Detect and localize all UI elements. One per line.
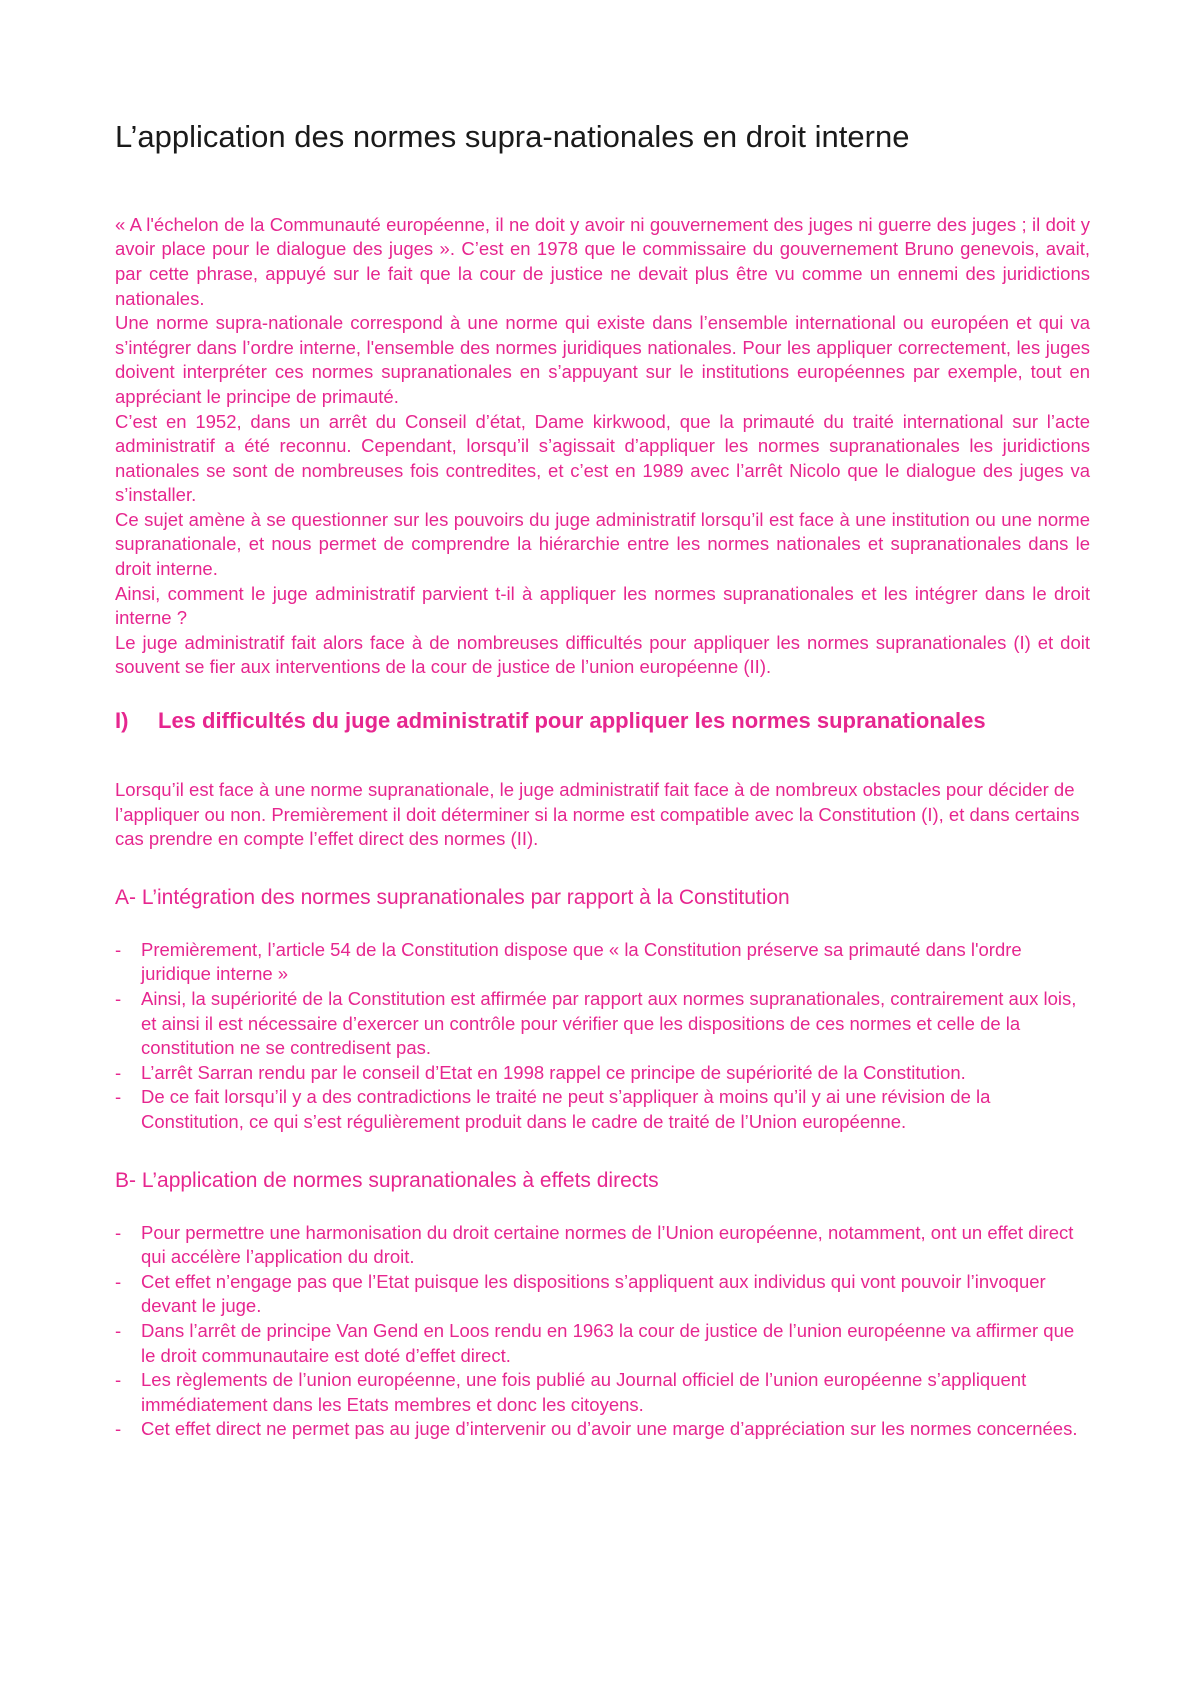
section-heading	[115, 706, 1090, 736]
bullet-dash: -	[115, 1319, 122, 1341]
bullet-dash: -	[115, 938, 122, 960]
bullet-text: Pour permettre une harmonisation du droit certaine normes de l’Union européenne, notamment, ont un effet direct qui accélère l’application du droit.	[141, 1221, 1074, 1268]
bullet-item	[115, 1061, 1090, 1086]
section-intro-paragraph: Lorsqu’il est face à une norme supranationale, le juge administratif fait face à de nombreux obstacles pour décider de l’appliquer ou non. Premièrement il doit déterminer si la norme est compatible avec la Constitution (I), et dans certains cas prendre en compte l’effet direct des normes (II).	[115, 779, 1080, 850]
section-title: Les difficultés du juge administratif pour appliquer les normes supranationales	[158, 708, 986, 734]
subsection-b-heading: B- L’application de normes supranationales à effets directs	[115, 1168, 659, 1192]
bullet-item	[115, 1270, 1090, 1319]
bullet-dash: -	[115, 1418, 122, 1440]
bullet-text: Ainsi, la supériorité de la Constitution est affirmée par rapport aux normes supranationales, contrairement aux lois, et ainsi il est nécessaire d’exercer un contrôle pour vérifier que les dispositions de ces normes et celle de la constitution ne se contredisent pas.	[141, 988, 1077, 1059]
bullet-text: Les règlements de l’union européenne, une fois publié au Journal officiel de l’union européenne s’appliquent immédiatement dans les Etats membres et donc les citoyens.	[141, 1369, 1027, 1415]
bullet-dash: -	[115, 1221, 122, 1243]
bullet-dash: -	[115, 1369, 122, 1391]
bullet-item	[115, 1221, 1090, 1270]
bullet-text: Cet effet direct ne permet pas au juge d’intervenir ou d’avoir une marge d’appréciation sur les normes concernées.	[141, 1418, 1078, 1440]
subsection-a-heading: A- L’intégration des normes supranationales par rapport à la Constitution	[115, 885, 790, 909]
intro-paragraph: Ce sujet amène à se questionner sur les pouvoirs du juge administratif lorsqu’il est face à une institution ou une norme supranationale, et nous permet de comprendre la hiérarchie entre les normes nationales et supranationales dans le droit interne.	[115, 508, 1090, 580]
bullet-text: De ce fait lorsqu’il y a des contradictions le traité ne peut s’appliquer à moins qu’il y ai une révision de la Constitution, ce qui s’est régulièrement produit dans le cadre de traité de l’Union européenne.	[141, 1086, 991, 1132]
bullet-item	[115, 938, 1090, 987]
bullet-text: Premièrement, l’article 54 de la Constitution dispose que « la Constitution préserve sa primauté dans l'ordre juridique interne »	[141, 938, 1022, 985]
bullet-item	[115, 1085, 1090, 1134]
document-content	[115, 118, 1090, 1442]
intro-paragraph: Le juge administratif fait alors face à de nombreuses difficultés pour appliquer les normes supranationales (I) et doit souvent se fier aux interventions de la cour de justice de l’union européenne (II).	[115, 631, 1090, 678]
document-title: L’application des normes supra-nationales en droit interne	[115, 119, 910, 154]
bullet-text: Cet effet n’engage pas que l’Etat puisque les dispositions s’appliquent aux individus qui vont pouvoir l’invoquer devant le juge.	[141, 1270, 1046, 1317]
intro-paragraph: « A l'échelon de la Communauté européenne, il ne doit y avoir ni gouvernement des juges ni guerre des juges ; il doit y avoir place pour le dialogue des juges ». C’est en 1978 que le commissaire du gouvernement Bruno genevois, avait, par cette phrase, appuyé sur le fait que la cour de justice ne devait plus être vu comme un ennemi des juridictions nationales.	[115, 213, 1090, 309]
bullet-dash: -	[115, 1270, 122, 1292]
bullet-item	[115, 1368, 1090, 1417]
bullet-dash: -	[115, 988, 122, 1009]
intro-paragraph: Ainsi, comment le juge administratif parvient t-il à appliquer les normes supranationales et les intégrer dans le droit interne ?	[115, 582, 1090, 629]
bullet-text: Dans l’arrêt de principe Van Gend en Loos rendu en 1963 la cour de justice de l’union européenne va affirmer que le droit communautaire est doté d’effet direct.	[141, 1319, 1075, 1366]
bullet-item	[115, 1319, 1090, 1368]
section-number: I)	[115, 708, 129, 734]
intro-paragraph: C’est en 1952, dans un arrêt du Conseil d’état, Dame kirkwood, que la primauté du traité international sur l’acte administratif a été reconnu. Cependant, lorsqu’il s’agissait d’appliquer les normes supranationales les juridictions nationales se sont de nombreuses fois contredites, et c’est en 1989 avec l’arrêt Nicolo que le dialogue des juges va s’installer.	[115, 410, 1090, 506]
bullet-dash: -	[115, 1086, 122, 1108]
subsection-b-bullet-list	[115, 1221, 1090, 1442]
bullet-item	[115, 987, 1090, 1061]
bullet-text: L’arrêt Sarran rendu par le conseil d’Etat en 1998 rappel ce principe de supériorité de la Constitution.	[141, 1061, 966, 1083]
bullet-item	[115, 1417, 1090, 1442]
subsection-a-bullet-list	[115, 938, 1090, 1135]
introduction	[115, 213, 1090, 680]
bullet-dash: -	[115, 1061, 122, 1083]
intro-paragraph: Une norme supra-nationale correspond à une norme qui existe dans l’ensemble international ou européen et qui va s’intégrer dans l’ordre interne, l'ensemble des normes juridiques nationales. Pour les appliquer correctement, les juges doivent interpréter ces normes supranationales en s’appuyant sur le institutions européennes par exemple, tout en appréciant le principe de primauté.	[115, 312, 1090, 407]
